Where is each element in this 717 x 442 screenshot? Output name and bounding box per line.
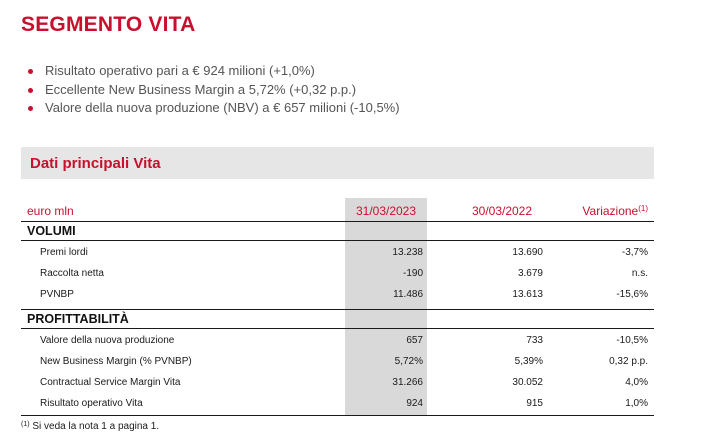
value-previous: 915 xyxy=(526,398,543,409)
highlights-list xyxy=(28,62,400,118)
row-label: Raccolta netta xyxy=(40,268,104,279)
value-current: 924 xyxy=(406,398,423,409)
bullet-dot-icon xyxy=(28,106,33,111)
value-previous: 733 xyxy=(526,335,543,346)
section-title: Dati principali Vita xyxy=(30,155,161,172)
value-change: -3,7% xyxy=(621,247,648,258)
value-current: 5,72% xyxy=(394,356,423,367)
group-label: PROFITTABILITÀ xyxy=(27,312,129,326)
group-header-volumi xyxy=(21,223,654,239)
value-previous: 3.679 xyxy=(517,268,543,279)
value-current: 11.486 xyxy=(393,289,423,300)
value-change: 0,32 p.p. xyxy=(609,356,648,367)
data-table xyxy=(21,198,654,417)
table-row xyxy=(21,243,654,261)
footnote-ref: (1) xyxy=(638,204,648,213)
highlight-item xyxy=(28,99,400,118)
value-change: n.s. xyxy=(631,268,648,279)
column-header-previous: 30/03/2022 xyxy=(471,204,533,218)
table-row xyxy=(21,394,654,412)
highlight-item xyxy=(28,62,400,81)
value-previous: 30.052 xyxy=(512,377,543,388)
highlight-item xyxy=(28,81,400,100)
column-header-current: 31/03/2023 xyxy=(355,204,417,218)
table-row xyxy=(21,331,654,349)
value-previous: 13.690 xyxy=(512,247,543,258)
row-label: Contractual Service Margin Vita xyxy=(40,377,181,388)
value-change: -15,6% xyxy=(616,289,648,300)
highlight-text: Risultato operativo pari a € 924 milioni (+1,0%) xyxy=(45,63,315,78)
unit-label: euro mln xyxy=(27,204,74,218)
highlight-text: Eccellente New Business Margin a 5,72% (+0,32 p.p.) xyxy=(45,81,357,97)
row-label: Premi lordi xyxy=(40,247,88,258)
bullet-dot-icon xyxy=(28,88,33,93)
footnote xyxy=(21,421,159,432)
table-row xyxy=(21,285,654,303)
value-current: 31.266 xyxy=(392,377,423,388)
table-header xyxy=(21,198,654,222)
row-label: New Business Margin (% PVNBP) xyxy=(40,356,192,367)
table-row xyxy=(21,264,654,282)
divider xyxy=(21,240,654,241)
value-change: 1,0% xyxy=(625,398,648,409)
footnote-text: Si veda la nota 1 a pagina 1. xyxy=(32,421,160,432)
divider xyxy=(21,415,654,416)
value-change: 4,0% xyxy=(625,377,648,388)
divider xyxy=(21,328,654,329)
table-row xyxy=(21,373,654,391)
group-label: VOLUMI xyxy=(27,224,76,238)
column-header-change xyxy=(582,204,648,218)
group-header-profittabilita xyxy=(21,311,654,327)
value-previous: 13.613 xyxy=(512,289,543,300)
row-label: Risultato operativo Vita xyxy=(40,398,143,409)
table-row xyxy=(21,352,654,370)
value-current: 657 xyxy=(406,335,423,346)
divider xyxy=(21,309,654,310)
row-label: Valore della nuova produzione xyxy=(40,335,175,346)
section-header xyxy=(21,147,654,179)
page-title: SEGMENTO VITA xyxy=(21,13,196,36)
footnote-mark: (1) xyxy=(21,421,30,428)
value-current: -190 xyxy=(402,268,423,279)
value-change: -10,5% xyxy=(616,335,648,346)
value-previous: 5,39% xyxy=(514,356,543,367)
highlight-text: Valore della nuova produzione (NBV) a € 657 milioni (-10,5%) xyxy=(45,100,400,115)
bullet-dot-icon xyxy=(28,69,33,74)
value-current: 13.238 xyxy=(392,247,423,258)
row-label: PVNBP xyxy=(40,289,74,300)
column-header-change-label: Variazione xyxy=(582,204,639,218)
